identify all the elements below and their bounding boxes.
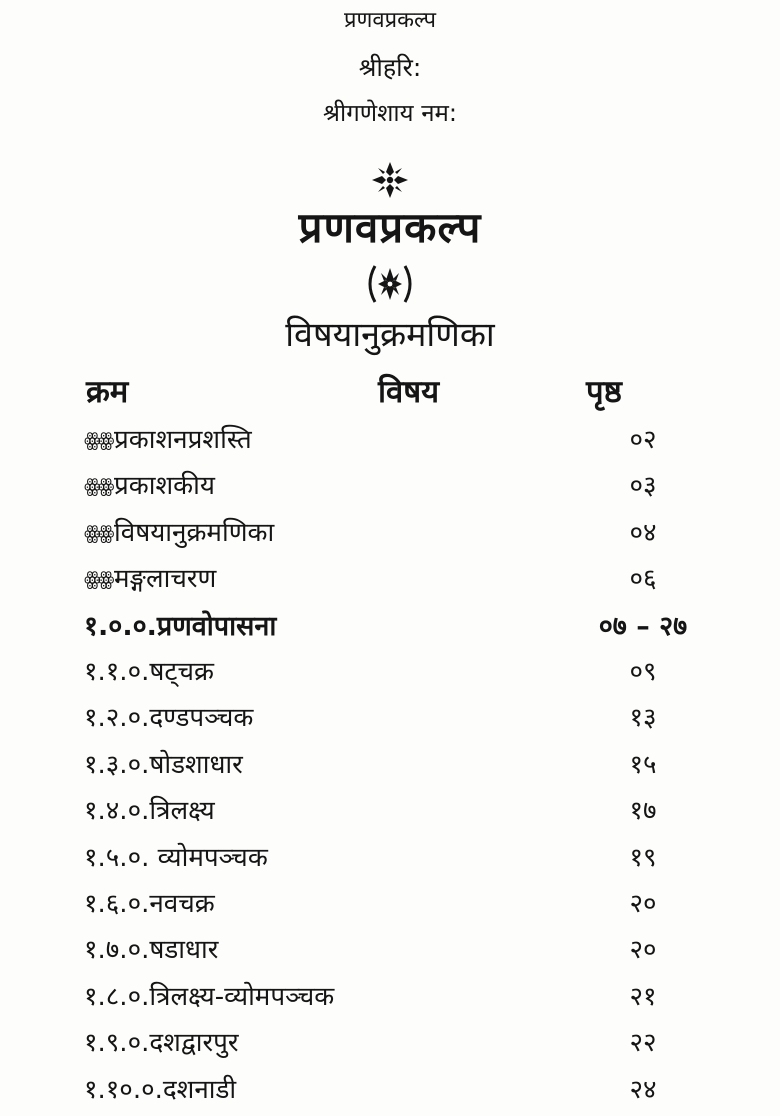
toc-row — [0, 466, 780, 512]
toc-page-number: १५ — [629, 750, 657, 780]
toc-entry-text: १.४.०.त्रिलक्ष्य — [84, 796, 215, 826]
toc-page-number: ०३ — [629, 471, 657, 501]
floral-ornament-icon — [0, 160, 780, 200]
toc-entry-text: १.५.०. व्योमपञ्चक — [84, 843, 268, 873]
toc-entry — [84, 606, 276, 643]
ornament-bullet-icon: ꙮꙮ — [84, 429, 112, 451]
toc-page-number: २२ — [629, 1028, 657, 1058]
toc-entry — [84, 559, 216, 595]
toc-entry — [84, 930, 218, 966]
toc-entry — [84, 884, 215, 920]
toc-row — [0, 884, 780, 930]
toc-entry-text: १.०.०.प्रणवोपासना — [84, 611, 277, 642]
column-header-prishth: पृष्ठ — [586, 374, 622, 410]
lotus-emblem-icon — [0, 262, 780, 306]
toc-row — [0, 559, 780, 605]
toc-entry-text: १.६.०.नवचक्र — [84, 889, 215, 919]
running-head: प्रणवप्रकल्प — [343, 8, 436, 33]
toc-entry-text: १.२.०.दण्डपञ्चक — [84, 703, 254, 733]
toc-page-number: ०४ — [629, 518, 657, 548]
ornament-bullet-icon: ꙮꙮ — [84, 568, 112, 590]
toc-row — [0, 652, 780, 698]
toc-row — [0, 606, 780, 652]
ornament-bullet-icon: ꙮꙮ — [84, 522, 112, 544]
toc-entry — [84, 466, 215, 502]
toc-entry — [84, 420, 252, 456]
toc-title: विषयानुक्रमणिका — [285, 315, 495, 355]
toc-entry-text: १.३.०.षोडशाधार — [84, 750, 243, 780]
toc-page-number: १७ — [629, 796, 657, 826]
toc-row — [0, 1023, 780, 1069]
ornament-bullet-icon: ꙮꙮ — [84, 475, 112, 497]
column-header-kram: क्रम — [86, 374, 129, 410]
toc-entry-text: १.९.०.दशद्वारपुर — [84, 1028, 239, 1058]
toc-entry — [84, 652, 214, 688]
toc-row — [0, 698, 780, 744]
invocation-ganesha: श्रीगणेशाय नम: — [323, 99, 457, 127]
toc-page-number: २४ — [629, 1075, 657, 1105]
toc-entry-text: मङ्गलाचरण — [114, 564, 217, 594]
toc-entry-text: प्रकाशकीय — [114, 471, 215, 501]
toc-entry-text: विषयानुक्रमणिका — [114, 518, 275, 548]
toc-row — [0, 930, 780, 976]
toc-entry — [84, 838, 268, 874]
toc-entry-text: १.८.०.त्रिलक्ष्य-व्योमपञ्चक — [84, 982, 335, 1012]
toc-row — [0, 1070, 780, 1116]
toc-entry-text: प्रकाशनप्रशस्ति — [114, 425, 252, 455]
toc-entry — [84, 745, 243, 781]
toc-entry-text: १.१.०.षट्चक्र — [84, 657, 214, 687]
toc-entry — [84, 1070, 236, 1106]
toc-page-number: २० — [629, 935, 657, 965]
toc-entry — [84, 977, 334, 1013]
toc-page-number: ०२ — [629, 425, 657, 455]
toc-page-number: ०६ — [629, 564, 657, 594]
toc-row — [0, 791, 780, 837]
toc-page-number: १३ — [629, 703, 657, 733]
toc-entry-text: १.१०.०.दशनाडी — [84, 1075, 237, 1105]
toc-row — [0, 745, 780, 791]
toc-page-number: ०९ — [629, 657, 657, 687]
toc-page-number: ०७ – २७ — [598, 611, 688, 642]
toc-entry — [84, 513, 274, 549]
column-header-vishay: विषय — [378, 374, 440, 410]
toc-row — [0, 513, 780, 559]
toc-entry — [84, 698, 253, 734]
toc-page-number: २० — [629, 889, 657, 919]
toc-entry-text: १.७.०.षडाधार — [84, 935, 219, 965]
toc-row — [0, 838, 780, 884]
toc-row — [0, 977, 780, 1023]
toc-row — [0, 420, 780, 466]
main-title: प्रणवप्रकल्प — [298, 203, 482, 252]
toc-entry — [84, 791, 215, 827]
toc-page-number: २१ — [629, 982, 657, 1012]
toc-page-number: १९ — [629, 843, 657, 873]
invocation-shrihari: श्रीहरि: — [358, 53, 422, 82]
toc-entry — [84, 1023, 239, 1059]
